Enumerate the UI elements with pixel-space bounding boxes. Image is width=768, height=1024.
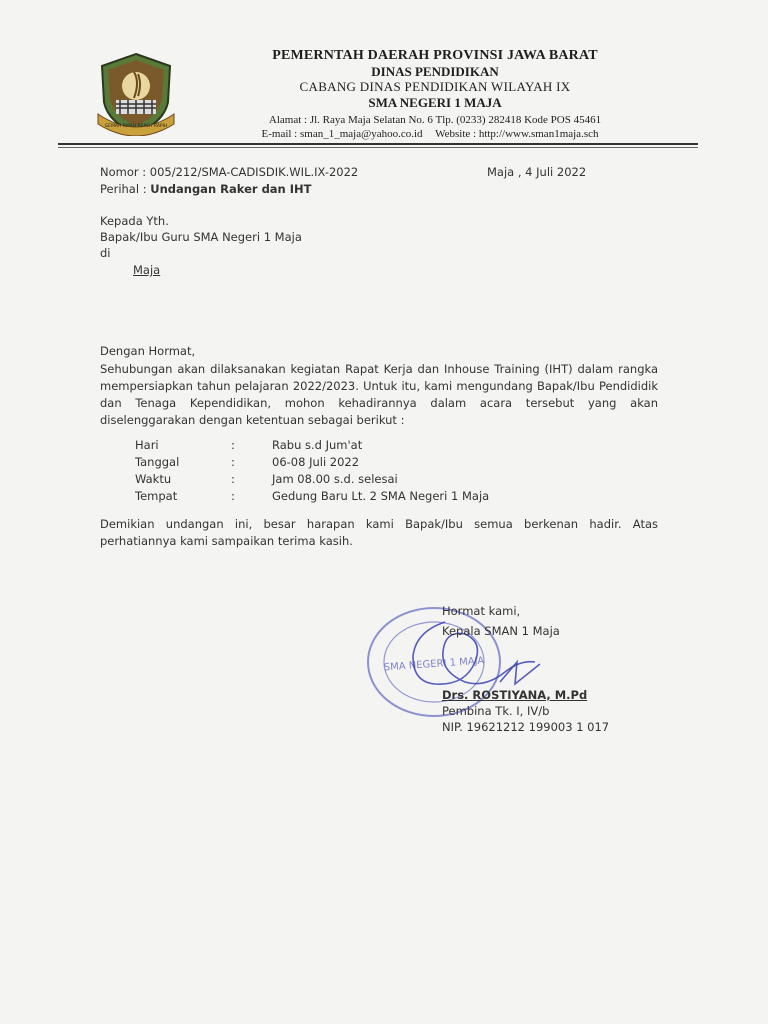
contact-line <box>200 127 670 141</box>
detail-value: 06-08 Juli 2022 <box>272 455 360 469</box>
school-address: Alamat : Jl. Raya Maja Selatan No. 6 Tlp. (0233) 282418 Kode POS 45461 <box>268 114 602 126</box>
letterhead-rule <box>58 143 698 145</box>
detail-separator: : <box>231 489 235 503</box>
branch-name: CABANG DINAS PENDIDIKAN WILAYAH IX <box>299 79 571 94</box>
signature-closing: Hormat kami, <box>442 604 521 618</box>
event-details-table <box>135 438 489 506</box>
letterhead <box>200 48 670 141</box>
crest-motto: GEMAH RIPAH REPEH RAPIH <box>104 124 168 129</box>
detail-row <box>135 472 489 489</box>
closing-paragraph: Demikian undangan ini, besar harapan kami Bapak/Ibu semua berkenan hadir. Atas perhatiannya kami sampaikan terima kasih. <box>100 517 658 548</box>
provincial-crest-logo <box>94 52 178 136</box>
signatory-nip: NIP. 19621212 199003 1 017 <box>442 720 610 734</box>
recipient-salutation: Kepada Yth. <box>100 214 169 228</box>
detail-key: Hari <box>135 438 159 452</box>
recipient-place: Maja <box>133 263 161 277</box>
school-website: Website : http://www.sman1maja.sch <box>435 128 599 140</box>
recipient-name: Bapak/Ibu Guru SMA Negeri 1 Maja <box>100 230 302 244</box>
recipient-di: di <box>100 246 111 260</box>
letter-subject <box>100 181 312 197</box>
detail-value: Rabu s.d Jum'at <box>272 438 363 452</box>
school-email: E-mail : sman_1_maja@yahoo.co.id <box>261 128 423 140</box>
detail-separator: : <box>231 455 235 469</box>
subject-value: Undangan Raker dan IHT <box>150 182 312 196</box>
detail-separator: : <box>231 472 235 486</box>
intro-paragraph: Sehubungan akan dilaksanakan kegiatan Rapat Kerja dan Inhouse Training (IHT) dalam rangka mempersiapkan tahun pelajaran 2022/2023. Untuk itu, kami mengundang Bapak/Ibu Pendididik dan Tenaga Kependidikan, mohon kehadirannya dalam acara tersebut yang akan diselenggarakan dengan ketentuan sebagai berikut : <box>100 362 658 427</box>
detail-key: Tempat <box>135 489 178 503</box>
subject-label: Perihal : <box>100 182 151 196</box>
letter-number: Nomor : 005/212/SMA-CADISDIK.WIL.IX-2022 <box>100 165 359 179</box>
letterhead-rule-thin <box>58 147 698 148</box>
department-name: DINAS PENDIDIKAN <box>371 64 499 79</box>
signatory-rank: Pembina Tk. I, IV/b <box>442 704 550 718</box>
letter-date: Maja , 4 Juli 2022 <box>487 165 587 179</box>
stamp-text: SMA NEGERI 1 MAJA <box>383 655 485 674</box>
detail-separator: : <box>231 438 235 452</box>
detail-row <box>135 489 489 506</box>
detail-key: Tanggal <box>135 455 180 469</box>
greeting: Dengan Hormat, <box>100 344 196 358</box>
signatory-name: Drs. ROSTIYANA, M.Pd <box>442 688 588 702</box>
detail-value: Jam 08.00 s.d. selesai <box>272 472 398 486</box>
signature-title: Kepala SMAN 1 Maja <box>442 624 560 638</box>
detail-value: Gedung Baru Lt. 2 SMA Negeri 1 Maja <box>272 489 490 503</box>
detail-key: Waktu <box>135 472 172 486</box>
detail-row <box>135 438 489 455</box>
school-name: SMA NEGERI 1 MAJA <box>368 95 502 110</box>
detail-row <box>135 455 489 472</box>
government-name: PEMERNTAH DAERAH PROVINSI JAWA BARAT <box>272 48 598 63</box>
